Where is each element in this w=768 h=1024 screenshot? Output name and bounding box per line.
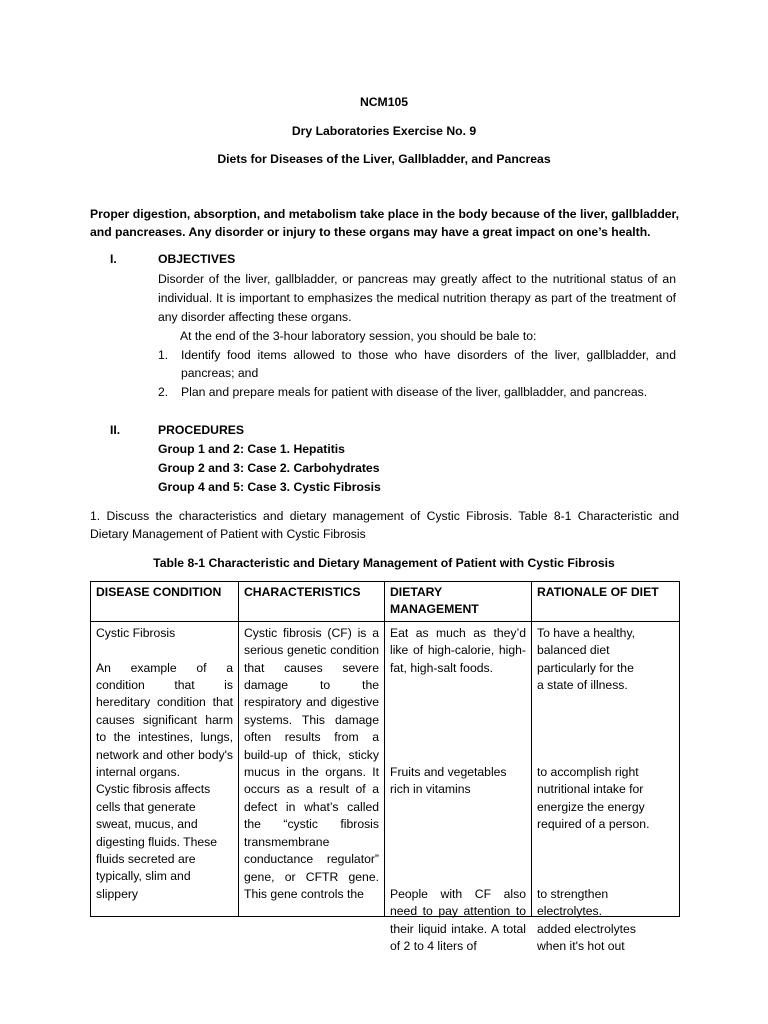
- rationale-line: To have a healthy,: [537, 625, 636, 640]
- dietary-item: Fruits and vegetables rich in vitamins: [390, 764, 507, 797]
- rationale-line: to strengthen: [537, 886, 609, 901]
- disease-title: Cystic Fibrosis: [96, 625, 176, 640]
- rationale-line: required of a person.: [537, 817, 650, 832]
- characteristics-cell: [239, 621, 385, 916]
- rationale-line: particularly for the: [537, 660, 634, 675]
- objective-item: Identify food items allowed to those who have disorders of the liver, gallbladder, and pancreas; and: [181, 348, 676, 380]
- header-characteristics: CHARACTERISTICS: [239, 582, 385, 622]
- rationale-line: nutritional intake for: [537, 782, 644, 797]
- rationale-line: balanced diet: [537, 643, 610, 658]
- dietary-cell: [385, 621, 532, 954]
- disease-cell: [91, 621, 239, 916]
- rationale-item: [537, 886, 674, 956]
- diet-table: [90, 581, 680, 954]
- objectives-heading: OBJECTIVES: [158, 252, 236, 266]
- rationale-line: added electrolytes: [537, 921, 636, 936]
- procedures-heading: PROCEDURES: [158, 423, 245, 437]
- objective-number: 2.: [158, 385, 169, 399]
- rationale-line: when it's hot out: [537, 939, 625, 954]
- rationale-line: to accomplish right: [537, 764, 639, 779]
- objective-number: 1.: [158, 348, 169, 362]
- rationale-line: a state of illness.: [537, 678, 628, 693]
- rationale-line: energize the energy: [537, 799, 645, 814]
- table-header-row: [91, 582, 680, 622]
- objective-item: Plan and prepare meals for patient with disease of the liver, gallbladder, and pancreas.: [181, 385, 648, 399]
- rationale-cell: [532, 621, 680, 954]
- topic-title: Diets for Diseases of the Liver, Gallbladder, and Pancreas: [217, 152, 551, 166]
- dietary-item: Eat as much as they’d like of high-calorie, high-fat, high-salt foods.: [390, 625, 526, 675]
- section-numeral-procedures: II.: [110, 423, 121, 437]
- objectives-lead: At the end of the 3-hour laboratory session, you should be bale to:: [180, 329, 537, 343]
- characteristics-text: Cystic fibrosis (CF) is a serious genetic condition that causes severe damage to the respiratory and digestive systems. This damage often results from a build-up of thick, sticky mucus in the organs. It occurs as a result of a defect in what’s called the “cystic fibrosis transmembrane conductance regulator” gene, or CFTR gene. This gene controls the: [244, 625, 379, 901]
- procedure-group: Group 4 and 5: Case 3. Cystic Fibrosis: [158, 480, 381, 494]
- intro-paragraph: Proper digestion, absorption, and metabolism take place in the body because of the liver, gallbladder, and pancreases. Any disorder or injury to these organs may have a great impact on one’s health.: [90, 207, 679, 239]
- rationale-line: electrolytes.: [537, 904, 603, 919]
- rationale-item: [537, 625, 674, 695]
- disease-paragraph: Cystic fibrosis affects cells that generate sweat, mucus, and digesting fluids. These fluids secreted are typically, slim and slippery: [96, 782, 218, 901]
- dietary-item: People with CF also need to pay attention to their liquid intake. A total of 2 to 4 liters of: [390, 886, 526, 954]
- disease-paragraph: An example of a condition that is hereditary condition that causes significant harm to the intestines, lungs, network and other body's internal organs.: [96, 660, 233, 780]
- discussion-prompt: 1. Discuss the characteristics and dietary management of Cystic Fibrosis. Table 8-1 Characteristic and Dietary Management of Patient with Cystic Fibrosis: [90, 509, 679, 541]
- table-row: [91, 621, 680, 916]
- section-numeral-objectives: I.: [110, 252, 117, 266]
- course-code: NCM105: [359, 95, 409, 109]
- objectives-paragraph: Disorder of the liver, gallbladder, or pancreas may greatly affect to the nutritional status of an individual. It is important to emphasizes the medical nutrition therapy as part of the treatment of any disorder affecting these organs.: [158, 272, 676, 324]
- rationale-item: [537, 764, 674, 834]
- table-caption: Table 8-1 Characteristic and Dietary Management of Patient with Cystic Fibrosis: [153, 556, 615, 570]
- header-dietary-management: DIETARY MANAGEMENT: [385, 582, 532, 622]
- header-disease-condition: DISEASE CONDITION: [91, 582, 239, 622]
- exercise-title: Dry Laboratories Exercise No. 9: [291, 124, 477, 138]
- procedure-group: Group 2 and 3: Case 2. Carbohydrates: [158, 461, 380, 475]
- procedure-group: Group 1 and 2: Case 1. Hepatitis: [158, 442, 345, 456]
- header-rationale: RATIONALE OF DIET: [532, 582, 680, 622]
